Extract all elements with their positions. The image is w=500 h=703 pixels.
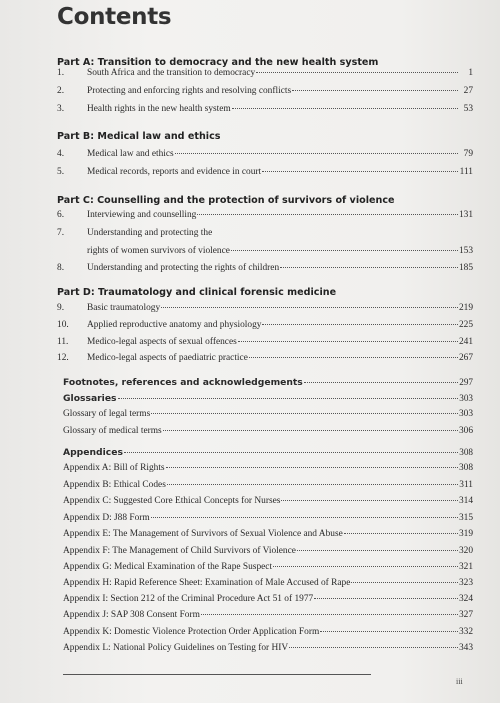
entry-page: 306 <box>458 426 473 436</box>
toc-entry-appendix-f <box>63 546 473 559</box>
entry-page: 324 <box>458 594 473 604</box>
section-heading-part-a: Part A: Transition to democracy and the new health system <box>57 57 379 68</box>
dot-leader <box>167 484 458 485</box>
entry-title: Medico-legal aspects of paediatric practice <box>87 353 248 363</box>
entry-page: 332 <box>458 627 473 637</box>
entry-title: Appendix D: J88 Form <box>63 513 150 523</box>
entry-title: Appendix C: Suggested Core Ethical Concepts for Nurses <box>63 496 281 506</box>
dot-leader <box>124 452 458 453</box>
page-title: Contents <box>57 4 172 30</box>
dot-leader <box>151 517 458 518</box>
entry-number: 2. <box>57 86 65 96</box>
entry-title: Protecting and enforcing rights and resolving conflicts <box>87 86 292 96</box>
toc-entry-appendix-i <box>63 594 473 607</box>
entry-title: Health rights in the new health system <box>87 104 231 114</box>
toc-entry-6 <box>57 210 473 223</box>
entry-title: Understanding and protecting the rights of children <box>87 263 280 273</box>
toc-entry-appendix-d <box>63 513 473 526</box>
toc-entry-12 <box>57 353 473 366</box>
entry-title: Appendix L: National Policy Guidelines on Testing for HIV <box>63 643 289 653</box>
entry-page: 131 <box>458 210 473 220</box>
toc-entry-appendix-a <box>63 463 473 476</box>
entry-number: 7. <box>57 228 65 238</box>
entry-number: 6. <box>57 210 65 220</box>
dot-leader <box>281 500 458 501</box>
dot-leader <box>289 647 458 648</box>
entry-page: 185 <box>458 263 473 273</box>
dot-leader <box>197 214 458 215</box>
dot-leader <box>292 90 458 91</box>
entry-number: 10. <box>57 320 69 330</box>
section-heading-part-b: Part B: Medical law and ethics <box>57 131 221 142</box>
entry-page: 315 <box>458 513 473 523</box>
entry-page: 267 <box>458 353 473 363</box>
toc-entry-appendix-g <box>63 562 473 575</box>
entry-page: 1 <box>468 68 473 78</box>
entry-page: 111 <box>459 167 473 177</box>
dot-leader <box>262 324 457 325</box>
toc-entry-11 <box>57 337 473 350</box>
entry-page: 311 <box>459 480 473 490</box>
entry-title: Glossary of medical terms <box>63 426 162 436</box>
toc-entry-3 <box>57 104 473 117</box>
dot-leader <box>151 413 458 414</box>
dot-leader <box>314 598 458 599</box>
toc-entry-7 <box>57 228 473 241</box>
entry-page: 153 <box>458 246 473 256</box>
entry-title: rights of women survivors of violence <box>87 246 230 256</box>
entry-page: 297 <box>459 377 473 387</box>
entry-title: Medical records, reports and evidence in court <box>87 167 262 177</box>
section-heading-part-c: Part C: Counselling and the protection of survivors of violence <box>57 195 395 206</box>
entry-title: Applied reproductive anatomy and physiology <box>87 320 262 330</box>
entry-page: 327 <box>458 610 473 620</box>
entry-title: Glossaries <box>63 393 117 404</box>
entry-title: Appendix H: Rapid Reference Sheet: Examination of Male Accused of Rape <box>63 578 351 588</box>
dot-leader <box>231 250 458 251</box>
toc-entry-4 <box>57 149 473 162</box>
entry-page: 53 <box>463 104 473 114</box>
entry-number: 9. <box>57 303 65 313</box>
toc-entry-appendices <box>63 447 473 460</box>
entry-page: 219 <box>458 303 473 313</box>
entry-number: 8. <box>57 263 65 273</box>
entry-title: Appendix I: Section 212 of the Criminal Procedure Act 51 of 1977 <box>63 594 314 604</box>
entry-title: Glossary of legal terms <box>63 409 151 419</box>
toc-entry-glossary-medical <box>63 426 473 439</box>
toc-entry-8 <box>57 263 473 276</box>
entry-number: 4. <box>57 149 65 159</box>
entry-page: 323 <box>458 578 473 588</box>
toc-entry-9 <box>57 303 473 316</box>
page-folio: iii <box>456 677 463 686</box>
entry-page: 303 <box>458 409 473 419</box>
toc-entry-footnotes <box>63 377 473 390</box>
toc-entry-appendix-h <box>63 578 473 591</box>
entry-page: 343 <box>458 643 473 653</box>
dot-leader <box>351 582 458 583</box>
entry-title: Understanding and protecting the <box>87 228 213 238</box>
entry-title: Appendix F: The Management of Child Survivors of Violence <box>63 546 296 556</box>
entry-title: Appendix A: Bill of Rights <box>63 463 165 473</box>
section-heading-part-d: Part D: Traumatology and clinical forensic medicine <box>57 287 337 298</box>
entry-page: 303 <box>459 393 473 403</box>
entry-page: 320 <box>458 546 473 556</box>
entry-title: South Africa and the transition to democracy <box>87 68 256 78</box>
dot-leader <box>297 550 458 551</box>
entry-title: Interviewing and counselling <box>87 210 197 220</box>
dot-leader <box>273 566 458 567</box>
entry-title: Appendices <box>63 447 123 458</box>
toc-entry-1 <box>57 68 473 81</box>
dot-leader <box>344 533 458 534</box>
toc-entry-5 <box>57 167 473 180</box>
entry-title: Medical law and ethics <box>87 149 174 159</box>
entry-page: 225 <box>458 320 473 330</box>
entry-number: 3. <box>57 104 65 114</box>
dot-leader <box>249 357 458 358</box>
entry-title: Medico-legal aspects of sexual offences <box>87 337 237 347</box>
toc-entry-appendix-j <box>63 610 473 623</box>
entry-title: Basic traumatology <box>87 303 161 313</box>
dot-leader <box>118 398 458 399</box>
entry-number: 11. <box>57 337 69 347</box>
dot-leader <box>163 430 458 431</box>
dot-leader <box>256 72 458 73</box>
entry-page: 79 <box>463 149 473 159</box>
dot-leader <box>161 307 458 308</box>
entry-number: 5. <box>57 167 65 177</box>
dot-leader <box>320 631 458 632</box>
toc-entry-appendix-l <box>63 643 473 656</box>
entry-title: Appendix G: Medical Examination of the Rape Suspect <box>63 562 273 572</box>
entry-number: 12. <box>57 353 69 363</box>
entry-page: 27 <box>463 86 473 96</box>
toc-entry-7-continued <box>57 246 473 259</box>
dot-leader <box>238 341 458 342</box>
dot-leader <box>304 382 458 383</box>
dot-leader <box>175 153 458 154</box>
entry-page: 308 <box>458 463 473 473</box>
dot-leader <box>166 467 458 468</box>
toc-entry-glossaries <box>63 393 473 406</box>
entry-page: 314 <box>458 496 473 506</box>
dot-leader <box>280 267 458 268</box>
toc-entry-2 <box>57 86 473 99</box>
toc-entry-appendix-k <box>63 627 473 640</box>
footer-rule <box>63 674 371 675</box>
entry-title: Appendix K: Domestic Violence Protection Order Application Form <box>63 627 320 637</box>
entry-page: 319 <box>458 529 473 539</box>
entry-page: 241 <box>458 337 473 347</box>
toc-entry-appendix-c <box>63 496 473 509</box>
dot-leader <box>232 108 458 109</box>
entry-page: 321 <box>458 562 473 572</box>
entry-number: 1. <box>57 68 65 78</box>
entry-title: Footnotes, references and acknowledgements <box>63 377 303 388</box>
entry-title: Appendix B: Ethical Codes <box>63 480 166 490</box>
toc-entry-glossary-legal <box>63 409 473 422</box>
entry-title: Appendix E: The Management of Survivors of Sexual Violence and Abuse <box>63 529 343 539</box>
toc-entry-10 <box>57 320 473 333</box>
toc-entry-appendix-e <box>63 529 473 542</box>
dot-leader <box>262 171 458 172</box>
entry-title: Appendix J: SAP 308 Consent Form <box>63 610 200 620</box>
entry-page: 308 <box>459 447 473 457</box>
dot-leader <box>201 614 458 615</box>
toc-entry-appendix-b <box>63 480 473 493</box>
